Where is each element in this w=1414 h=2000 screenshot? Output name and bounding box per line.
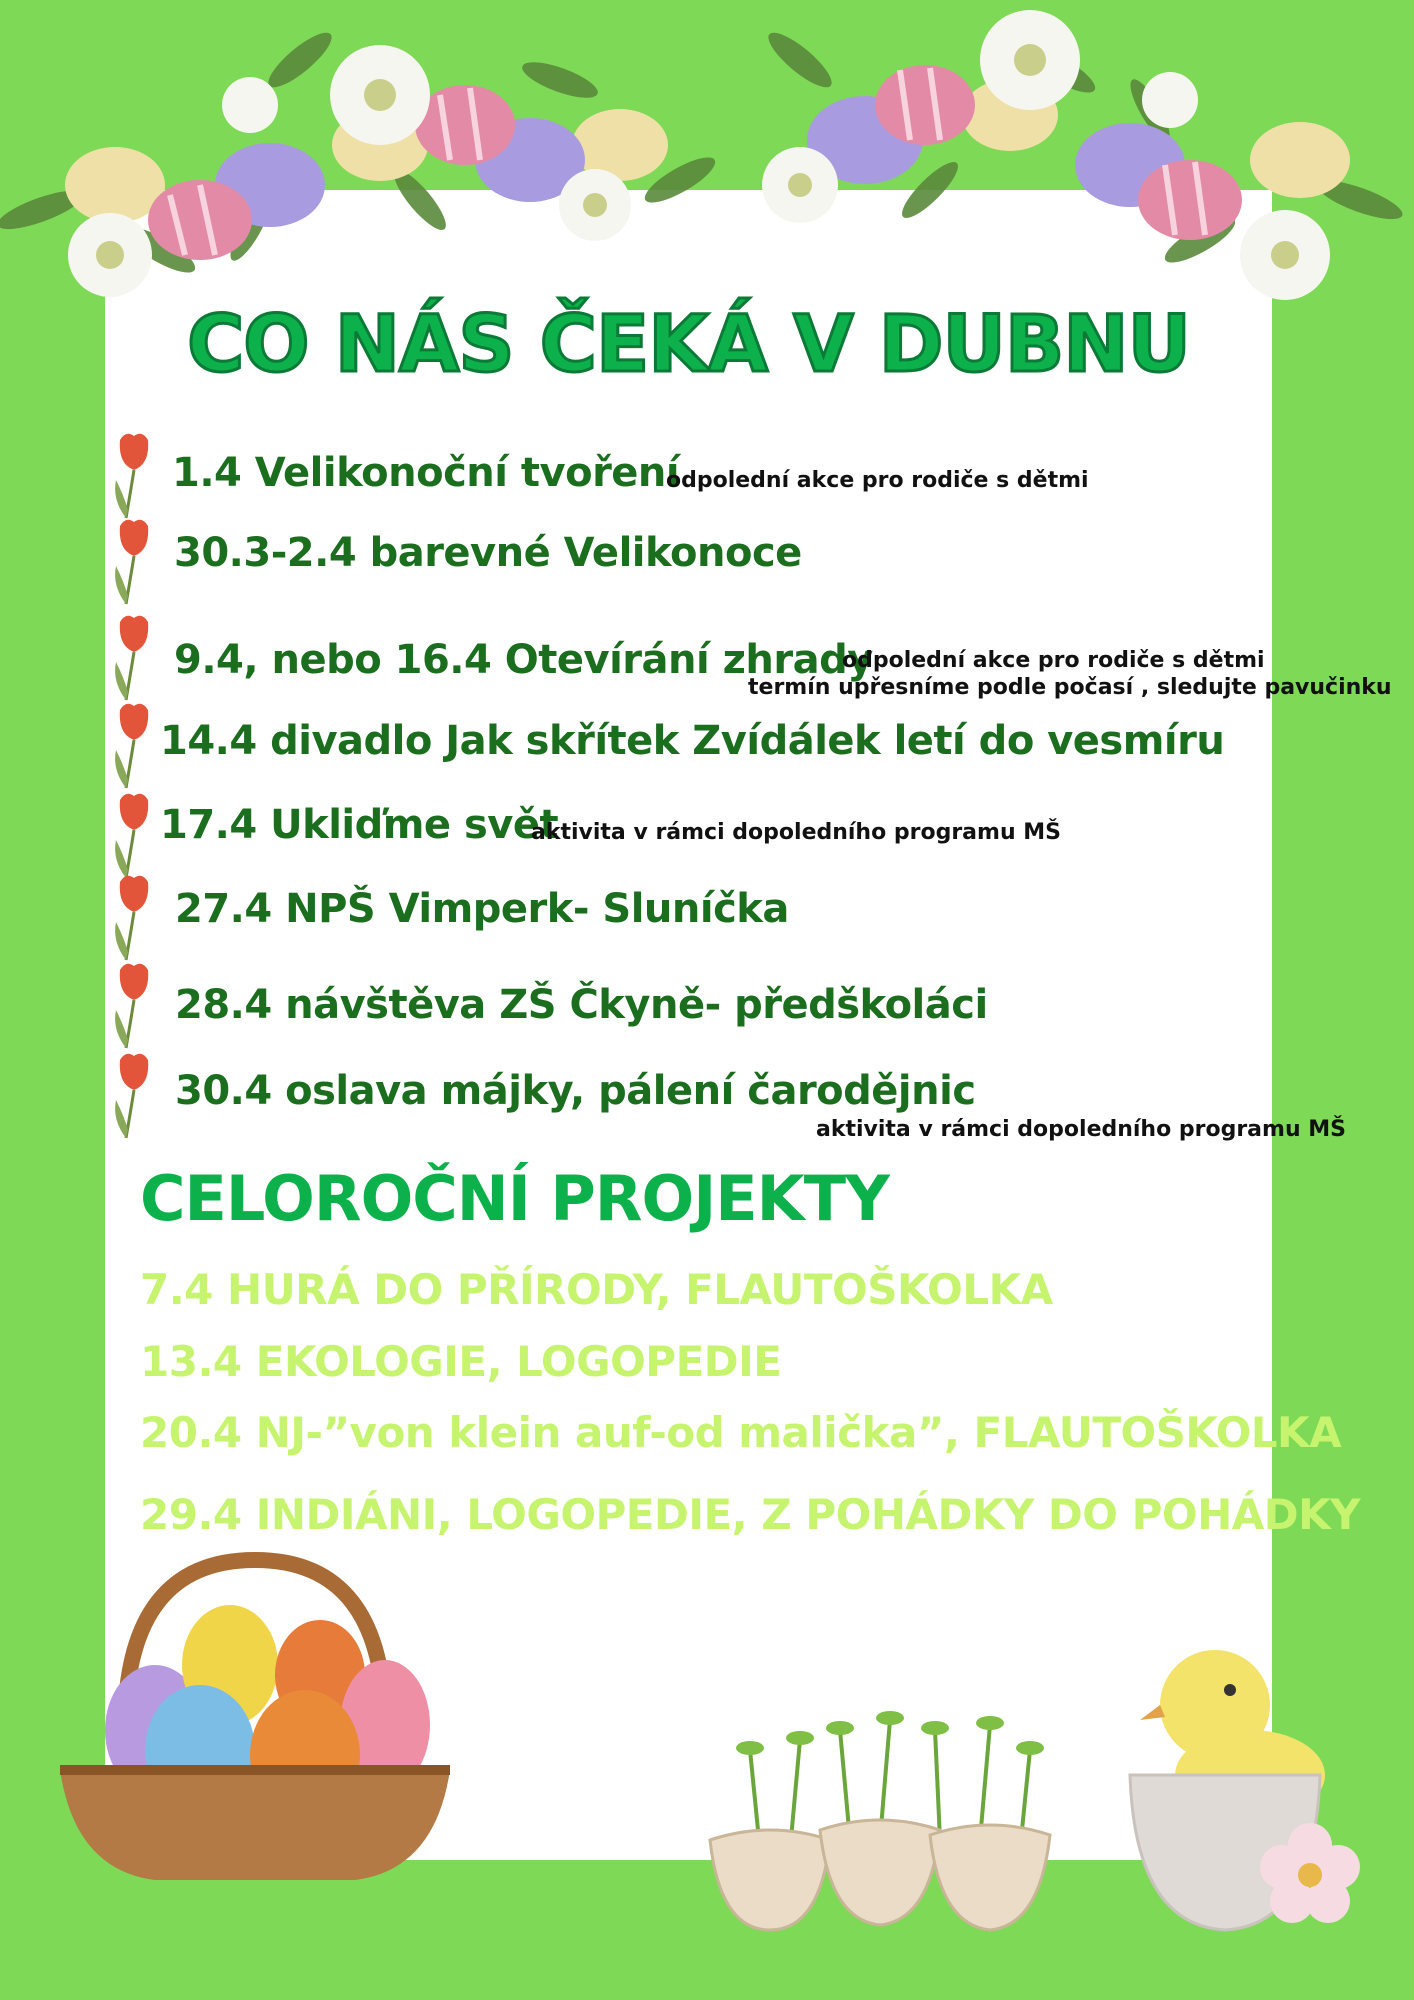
project-1: 7.4 HURÁ DO PŘÍRODY, FLAUTOŠKOLKA <box>140 1265 1053 1314</box>
event-2: 30.3-2.4 barevné Velikonoce <box>174 530 802 576</box>
project-4: 29.4 INDIÁNI, LOGOPEDIE, Z POHÁDKY DO POHÁDKY <box>140 1490 1361 1539</box>
event-1-note: odpolední akce pro rodiče s dětmi <box>666 468 1089 493</box>
tulip-icon <box>106 612 162 702</box>
event-8: 30.4 oslava májky, pálení čarodějnic <box>175 1068 976 1114</box>
projects-heading: CELOROČNÍ PROJEKTY <box>140 1162 889 1235</box>
sprouts-icon <box>700 1690 1070 1940</box>
project-2: 13.4 EKOLOGIE, LOGOPEDIE <box>140 1337 782 1386</box>
page-title: CO NÁS ČEKÁ V DUBNU <box>187 300 1190 390</box>
basket-icon <box>55 1550 455 1890</box>
tulip-icon <box>106 430 162 520</box>
event-6: 27.4 NPŠ Vimperk- Sluníčka <box>175 886 789 932</box>
event-5-note: aktivita v rámci dopoledního programu MŠ <box>531 820 1062 845</box>
tulip-icon <box>106 960 162 1050</box>
event-3-note: odpolední akce pro rodiče s dětmi <box>842 648 1265 673</box>
event-7: 28.4 návštěva ZŠ Čkyně- předškoláci <box>175 982 988 1028</box>
tulip-icon <box>106 516 162 606</box>
event-1: 1.4 Velikonoční tvoření <box>172 450 680 496</box>
tulip-icon <box>106 790 162 880</box>
project-3: 20.4 NJ-”von klein auf-od malička”, FLAUTOŠKOLKA <box>140 1408 1342 1457</box>
event-3: 9.4, nebo 16.4 Otevírání zhrady <box>174 637 873 683</box>
garland-decoration <box>0 0 1414 320</box>
chick-icon <box>1120 1625 1400 1945</box>
event-4: 14.4 divadlo Jak skřítek Zvídálek letí do vesmíru <box>160 718 1225 764</box>
tulip-icon <box>106 872 162 962</box>
event-3-note-2: termín upřesníme podle počasí , sledujte pavučinku <box>748 675 1392 700</box>
event-8-note: aktivita v rámci dopoledního programu MŠ <box>816 1117 1347 1142</box>
tulip-icon <box>106 700 162 790</box>
event-5: 17.4 Ukliďme svět <box>160 802 559 848</box>
tulip-icon <box>106 1050 162 1140</box>
